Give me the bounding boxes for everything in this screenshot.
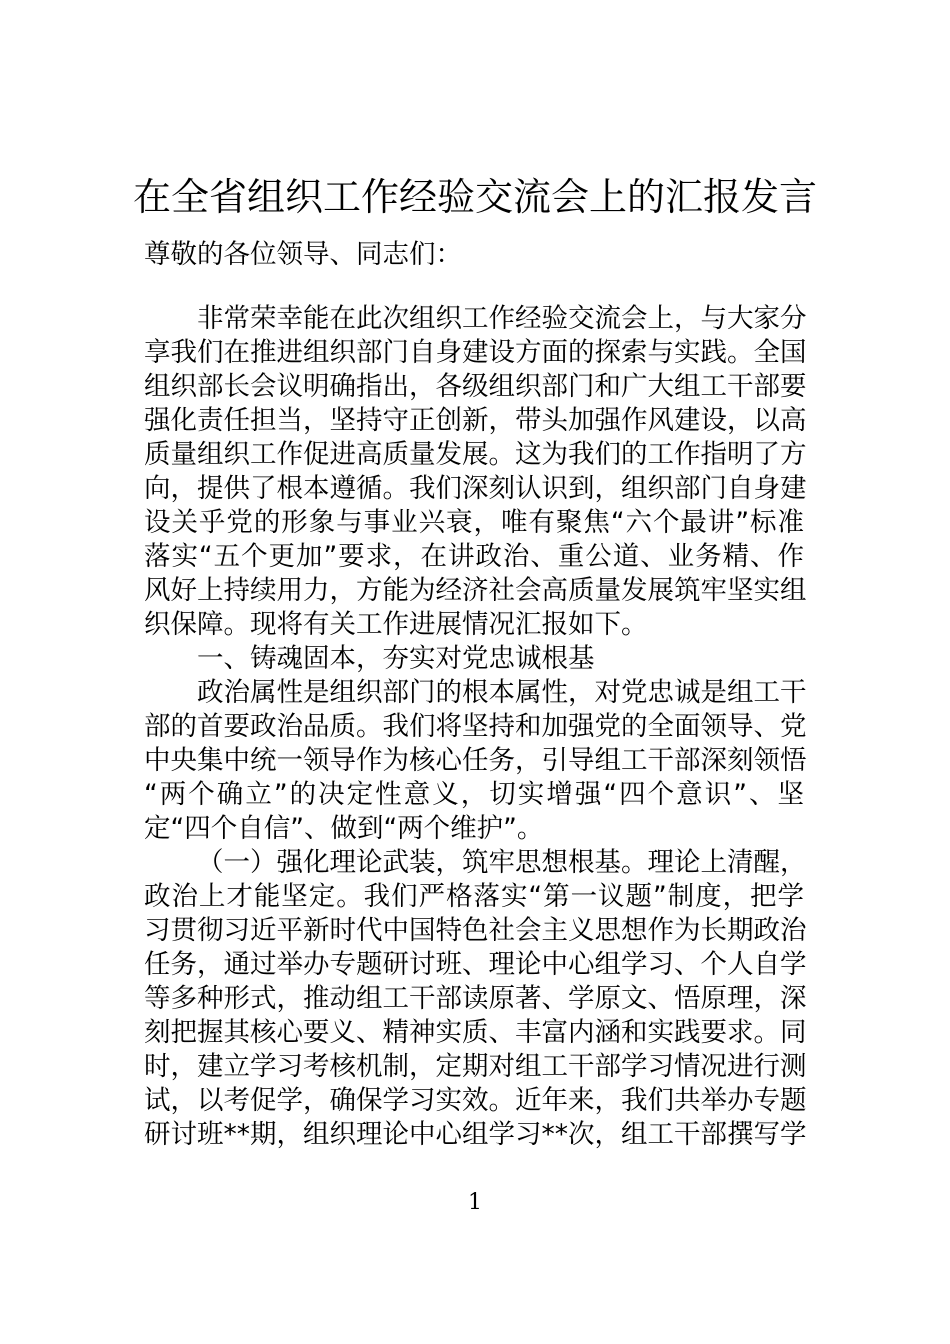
paragraph-line: 习贯彻习近平新时代中国特色社会主义思想作为长期政治: [144, 915, 807, 946]
salutation: 尊敬的各位领导、同志们：: [144, 239, 462, 270]
page-number: 1: [468, 1190, 482, 1215]
paragraph-line: 刻把握其核心要义、精神实质、丰富内涵和实践要求。同: [144, 1017, 807, 1048]
document-title: 在全省组织工作经验交流会上的汇报发言: [132, 175, 817, 219]
paragraph-line: 设关乎党的形象与事业兴衰，唯有聚焦“六个最讲”标准: [144, 507, 804, 538]
paragraph-line: 等多种形式，推动组工干部读原著、学原文、悟原理，深: [144, 983, 807, 1014]
paragraph-line: 风好上持续用力，方能为经济社会高质量发展筑牢坚实组: [144, 575, 807, 606]
paragraph-line: 任务，通过举办专题研讨班、理论中心组学习、个人自学: [144, 949, 807, 980]
paragraph-line: 非常荣幸能在此次组织工作经验交流会上，与大家分: [197, 303, 807, 334]
paragraph-line: 政治属性是组织部门的根本属性，对党忠诚是组工干: [197, 677, 807, 708]
paragraph-line: 织保障。现将有关工作进展情况汇报如下。: [144, 609, 648, 640]
paragraph-line: 试，以考促学，确保学习实效。近年来，我们共举办专题: [144, 1085, 807, 1116]
section-heading: 一、铸魂固本，夯实对党忠诚根基: [197, 643, 595, 674]
paragraph-line: 部的首要政治品质。我们将坚持和加强党的全面领导、党: [144, 711, 807, 742]
paragraph-line: （一）强化理论武装，筑牢思想根基。理论上清醒，: [197, 847, 807, 878]
paragraph-line: 享我们在推进组织部门自身建设方面的探索与实践。全国: [144, 337, 807, 368]
paragraph-line: 时，建立学习考核机制，定期对组工干部学习情况进行测: [144, 1051, 807, 1082]
paragraph-line: 质量组织工作促进高质量发展。这为我们的工作指明了方: [144, 439, 807, 470]
paragraph-line: 组织部长会议明确指出，各级组织部门和广大组工干部要: [144, 371, 807, 402]
paragraph-line: 向，提供了根本遵循。我们深刻认识到，组织部门自身建: [144, 473, 807, 504]
paragraph-line: 中央集中统一领导作为核心任务，引导组工干部深刻领悟: [144, 745, 807, 776]
paragraph-line: 研讨班**期，组织理论中心组学习**次，组工干部撰写学: [144, 1119, 807, 1150]
paragraph-line: 政治上才能坚定。我们严格落实“第一议题”制度，把学: [144, 881, 804, 912]
paragraph-line: 定“四个自信”、做到“两个维护”。: [144, 813, 544, 844]
paragraph-line: “两个确立”的决定性意义，切实增强“四个意识”、坚: [144, 779, 804, 810]
paragraph-line: 落实“五个更加”要求，在讲政治、重公道、业务精、作: [144, 541, 804, 572]
paragraph-line: 强化责任担当，坚持守正创新，带头加强作风建设，以高: [144, 405, 807, 436]
